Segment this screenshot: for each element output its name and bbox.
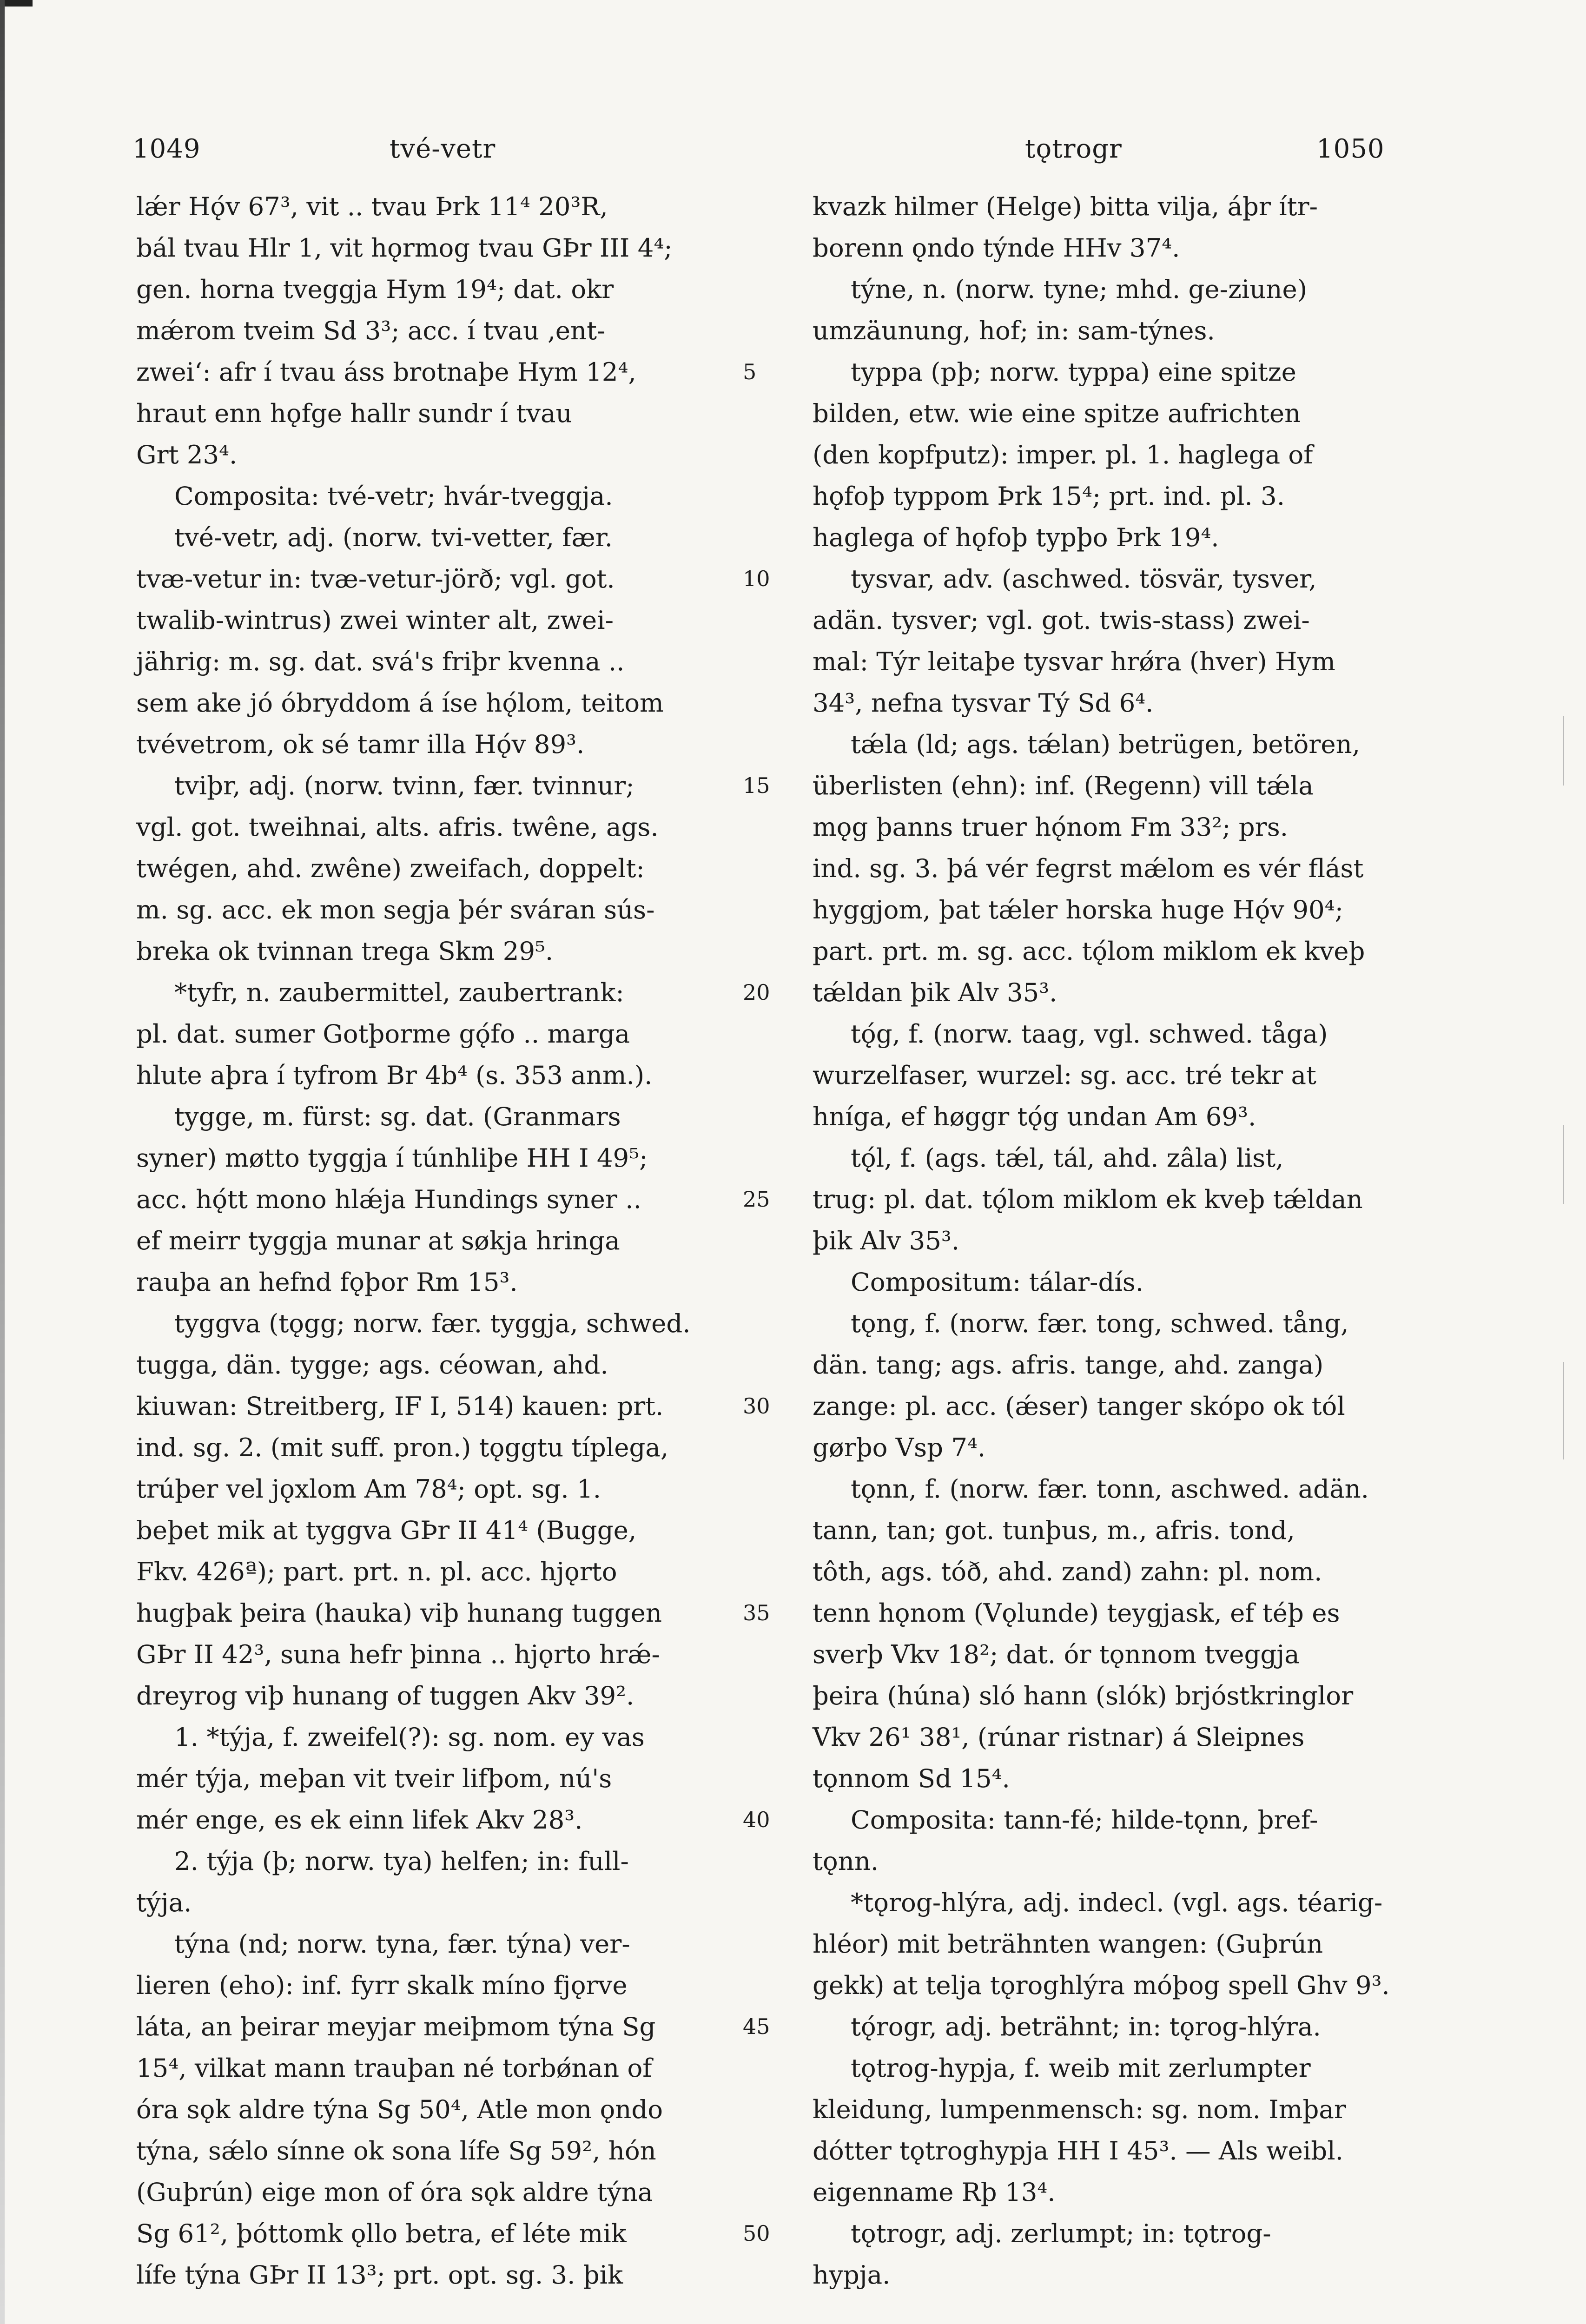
text-line: lieren (eho): inf. fyrr skalk míno fjǫrve <box>136 1970 628 2000</box>
scan-mark-right <box>1563 1362 1564 1459</box>
text-line: beþet mik at tyggva GÞr II 41⁴ (Bugge, <box>136 1515 637 1545</box>
text-line: tysvar, adv. (aschwed. tösvär, tysver, <box>851 564 1317 594</box>
text-line: gekk) at telja tǫroghlýra móþog spell Ghv 9³. <box>813 1970 1390 2000</box>
line-number: 30 <box>743 1393 770 1419</box>
right-column <box>813 186 1417 2296</box>
text-line: wurzelfaser, wurzel: sg. acc. tré tekr at <box>813 1060 1316 1090</box>
text-line: tvæ-vetur in: tvæ-vetur-jörð; vgl. got. <box>136 564 615 594</box>
text-line: typpa (pþ; norw. typpa) eine spitze <box>851 357 1296 387</box>
text-line: mal: Týr leitaþe tysvar hrǿra (hver) Hym <box>813 647 1335 676</box>
text-line: mǽrom tveim Sd 3³; acc. í tvau ‚ent- <box>136 316 606 345</box>
text-line: Sg 61², þóttomk ǫllo betra, ef léte mik <box>136 2218 627 2248</box>
text-line: mér týja, meþan vit tveir lifþom, nú's <box>136 1763 612 1793</box>
text-line: GÞr II 42³, suna hefr þinna .. hjǫrto hrǽ- <box>136 1639 660 1669</box>
text-line: týja. <box>136 1888 192 1917</box>
text-line: gen. horna tveggja Hym 19⁴; dat. okr <box>136 274 614 304</box>
text-line: Composita: tann-fé; hilde-tǫnn, þref- <box>851 1805 1318 1835</box>
text-line: lífe týna GÞr II 13³; prt. opt. sg. 3. þik <box>136 2260 623 2290</box>
line-number: 40 <box>743 1807 770 1832</box>
line-number: 10 <box>743 566 770 591</box>
line-number: 5 <box>743 359 757 384</box>
line-number: 15 <box>743 773 770 798</box>
text-line: mér enge, es ek einn lifek Akv 28³. <box>136 1805 583 1835</box>
text-line: hyggjom, þat tǽler horska huge Hǫ́v 90⁴; <box>813 895 1343 924</box>
text-line: láta, an þeirar meyjar meiþmom týna Sg <box>136 2012 656 2041</box>
scan-mark-right <box>1563 716 1564 786</box>
text-line: tǫtrogr, adj. zerlumpt; in: tǫtrog- <box>851 2218 1271 2248</box>
text-line: twégen, ahd. zwêne) zweifach, doppelt: <box>136 853 645 883</box>
text-line: hraut enn hǫfge hallr sundr í tvau <box>136 398 572 428</box>
left-column <box>136 186 740 2296</box>
text-line: syner) møtto tyggja í túnhliþe HH I 49⁵; <box>136 1143 648 1173</box>
text-line: part. prt. m. sg. acc. tǫ́lom miklom ek kveþ <box>813 936 1365 966</box>
text-line: tenn hǫnom (Vǫlunde) teygjask, ef téþ es <box>813 1598 1340 1628</box>
text-line: tviþr, adj. (norw. tvinn, fær. tvinnur; <box>174 771 634 800</box>
text-line: Grt 23⁴. <box>136 440 238 469</box>
text-line: tygge, m. fürst: sg. dat. (Granmars <box>174 1102 621 1131</box>
text-line: tvé-vetr, adj. (norw. tvi-vetter, fær. <box>174 522 613 552</box>
page-number-left: 1049 <box>132 134 201 164</box>
page-number-right: 1050 <box>1316 134 1385 164</box>
text-line: ind. sg. 3. þá vér fegrst mǽlom es vér flást <box>813 853 1364 883</box>
text-line: tyggva (tǫgg; norw. fær. tyggja, schwed. <box>174 1308 691 1338</box>
text-line: hypja. <box>813 2260 891 2290</box>
text-line: þik Alv 35³. <box>813 1226 960 1255</box>
text-line: borenn ǫndo týnde HHv 37⁴. <box>813 233 1180 263</box>
text-line: Compositum: tálar-dís. <box>851 1267 1144 1297</box>
text-line: Composita: tvé-vetr; hvár-tveggja. <box>174 481 613 511</box>
text-line: *tyfr, n. zaubermittel, zaubertrank: <box>174 977 624 1007</box>
text-line: lǽr Hǫ́v 67³, vit .. tvau Þrk 11⁴ 20³R, <box>136 191 608 221</box>
text-line: tǫnn, f. (norw. fær. tonn, aschwed. adän. <box>851 1474 1369 1504</box>
text-line: dreyrog viþ hunang of tuggen Akv 39². <box>136 1681 634 1710</box>
scan-edge-top <box>0 0 33 7</box>
text-line: dótter tǫtroghypja HH I 45³. — Als weibl. <box>813 2136 1343 2166</box>
text-line: pl. dat. sumer Gotþorme gǫ́fo .. marga <box>136 1019 630 1049</box>
text-line: týne, n. (norw. tyne; mhd. ge-ziune) <box>851 274 1307 304</box>
text-line: Fkv. 426ª); part. prt. n. pl. acc. hjǫrto <box>136 1557 617 1586</box>
text-line: gørþo Vsp 7⁴. <box>813 1433 986 1462</box>
text-line: tǫng, f. (norw. fær. tong, schwed. tång, <box>851 1308 1349 1338</box>
text-line: kiuwan: Streitberg, IF I, 514) kauen: prt. <box>136 1391 664 1421</box>
text-line: umzäunung, hof; in: sam-týnes. <box>813 316 1215 345</box>
text-line: tôth, ags. tóð, ahd. zand) zahn: pl. nom. <box>813 1557 1322 1586</box>
text-line: hlute aþra í tyfrom Br 4b⁴ (s. 353 anm.). <box>136 1060 653 1090</box>
text-line: überlisten (ehn): inf. (Regenn) vill tǽla <box>813 771 1314 800</box>
text-line: sverþ Vkv 18²; dat. ór tǫnnom tveggja <box>813 1639 1300 1669</box>
text-line: dän. tang; ags. afris. tange, ahd. zanga) <box>813 1350 1324 1380</box>
text-line: tugga, dän. tygge; ags. céowan, ahd. <box>136 1350 608 1380</box>
text-line: zwei‘: afr í tvau áss brotnaþe Hym 12⁴, <box>136 357 636 387</box>
text-line: rauþa an hefnd fǫþor Rm 15³. <box>136 1267 518 1297</box>
text-line: tvévetrom, ok sé tamr illa Hǫ́v 89³. <box>136 729 585 759</box>
text-line: trúþer vel jǫxlom Am 78⁴; opt. sg. 1. <box>136 1474 601 1504</box>
text-line: tǫnnom Sd 15⁴. <box>813 1763 1010 1793</box>
line-number: 50 <box>743 2221 770 2246</box>
line-number: 35 <box>743 1600 770 1625</box>
text-line: sem ake jó óbryddom á íse hǫ́lom, teitom <box>136 688 664 718</box>
text-line: óra sǫk aldre týna Sg 50⁴, Atle mon ǫndo <box>136 2094 663 2124</box>
text-line: hléor) mit beträhnten wangen: (Guþrún <box>813 1929 1323 1959</box>
text-line: ind. sg. 2. (mit suff. pron.) tǫggtu típlega, <box>136 1433 669 1462</box>
text-line: tǽla (ld; ags. tǽlan) betrügen, betören, <box>851 729 1361 759</box>
text-line: hníga, ef høggr tǫ́g undan Am 69³. <box>813 1102 1256 1131</box>
text-line: tǫnn. <box>813 1846 879 1876</box>
text-line: haglega of hǫfoþ typþo Þrk 19⁴. <box>813 522 1219 552</box>
text-line: tǫ́rogr, adj. beträhnt; in: tǫrog-hlýra. <box>851 2012 1321 2041</box>
text-line: 2. týja (þ; norw. tya) helfen; in: full- <box>174 1846 629 1876</box>
running-head-right: tǫtrogr <box>1025 134 1122 164</box>
text-line: mǫg þanns truer hǫ́nom Fm 33²; prs. <box>813 812 1289 842</box>
text-line: trug: pl. dat. tǫ́lom miklom ek kveþ tǽldan <box>813 1184 1363 1214</box>
text-line: zange: pl. acc. (ǽser) tanger skópo ok tól <box>813 1391 1345 1421</box>
text-line: (den kopfputz): imper. pl. 1. haglega of <box>813 440 1313 469</box>
text-line: breka ok tvinnan trega Skm 29⁵. <box>136 936 554 966</box>
text-line: kleidung, lumpenmensch: sg. nom. Imþar <box>813 2094 1346 2124</box>
text-line: Vkv 26¹ 38¹, (rúnar ristnar) á Sleipnes <box>813 1722 1305 1752</box>
text-line: twalib-wintrus) zwei winter alt, zwei- <box>136 605 614 635</box>
text-line: vgl. got. tweihnai, alts. afris. twêne, ags. <box>136 812 659 842</box>
text-line: bál tvau Hlr 1, vit hǫrmog tvau GÞr III 4⁴; <box>136 233 673 263</box>
text-line: tǫ́l, f. (ags. tǽl, tál, ahd. zâla) list, <box>851 1143 1284 1173</box>
text-line: hǫfoþ typpom Þrk 15⁴; prt. ind. pl. 3. <box>813 481 1285 511</box>
line-number: 20 <box>743 980 770 1005</box>
text-line: týna, sǽlo sínne ok sona lífe Sg 59², hón <box>136 2136 656 2166</box>
text-line: tann, tan; got. tunþus, m., afris. tond, <box>813 1515 1295 1545</box>
text-line: eigenname Rþ 13⁴. <box>813 2177 1056 2207</box>
text-line: tǫ́g, f. (norw. taag, vgl. schwed. tåga) <box>851 1019 1328 1049</box>
text-line: týna (nd; norw. tyna, fær. týna) ver- <box>174 1929 630 1959</box>
text-line: þeira (húna) sló hann (slók) brjóstkringlor <box>813 1681 1354 1710</box>
text-line: tǽldan þik Alv 35³. <box>813 977 1057 1007</box>
text-line: ef meirr tyggja munar at søkja hringa <box>136 1226 620 1255</box>
text-line: 34³, nefna tysvar Tý Sd 6⁴. <box>813 688 1154 718</box>
text-line: 15⁴, vilkat mann trauþan né torbǿnan of <box>136 2053 652 2083</box>
text-line: 1. *týja, f. zweifel(?): sg. nom. ey vas <box>174 1722 645 1752</box>
scan-edge-left <box>0 0 5 2324</box>
text-line: hugþak þeira (hauka) viþ hunang tuggen <box>136 1598 662 1628</box>
scan-mark-right <box>1563 1125 1564 1204</box>
text-line: m. sg. acc. ek mon segja þér sváran sús- <box>136 895 655 924</box>
text-line: kvazk hilmer (Helge) bitta vilja, áþr ítr- <box>813 191 1318 221</box>
text-line: *tǫrog-hlýra, adj. indecl. (vgl. ags. téarig- <box>851 1888 1383 1917</box>
line-number: 25 <box>743 1187 770 1212</box>
text-line: acc. hǫ́tt mono hlǽja Hundings syner .. <box>136 1184 641 1214</box>
text-line: tǫtrog-hypja, f. weib mit zerlumpter <box>851 2053 1311 2083</box>
text-line: (Guþrún) eige mon of óra sǫk aldre týna <box>136 2177 653 2207</box>
text-line: bilden, etw. wie eine spitze aufrichten <box>813 398 1301 428</box>
running-head-left: tvé-vetr <box>390 134 496 164</box>
line-number: 45 <box>743 2014 770 2039</box>
text-line: adän. tysver; vgl. got. twis-stass) zwei- <box>813 605 1310 635</box>
text-line: jährig: m. sg. dat. svá's friþr kvenna .. <box>136 647 625 676</box>
